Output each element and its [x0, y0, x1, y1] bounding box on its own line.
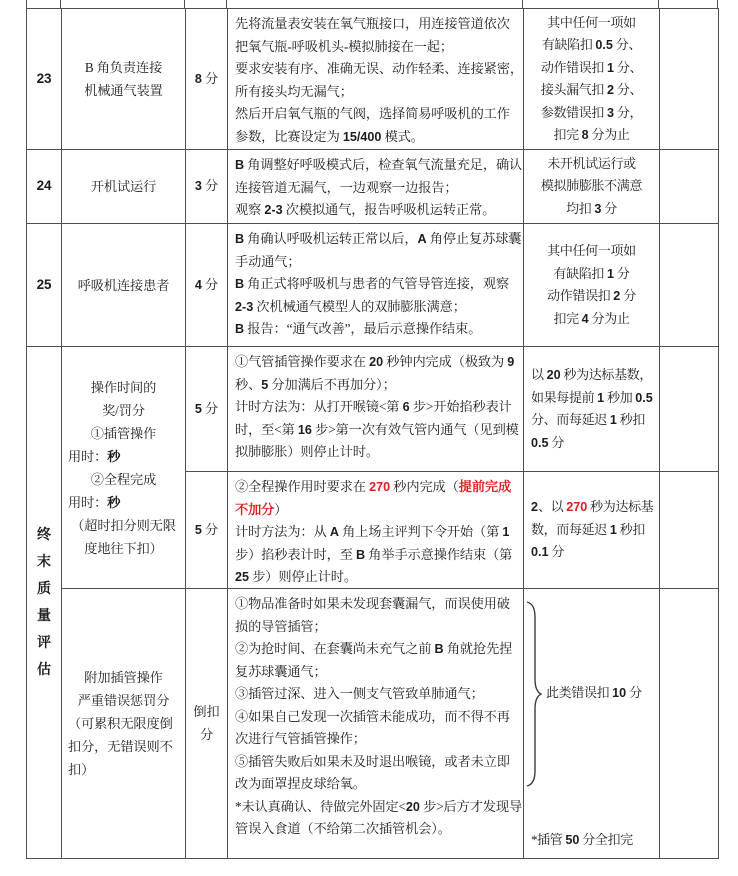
section-label-cell: 终 末 质 量 评 估 [27, 346, 61, 858]
total-time-criteria-cell: ②全程操作用时要求在 270 秒内完成（提前完成 不加分） 计时方法为：从 A 角上场主评判下令开始（第 1 步）掐秒表计时，至 B 角举手示意操作结束（第 25 步）则停止计时。 [227, 471, 523, 588]
row-25-points-cell: 4 分 [185, 223, 227, 346]
row-23-deduction-cell: 其中任何一项如 有缺陷扣 0.5 分、 动作错误扣 1 分、 接头漏气扣 2 分、 参数错误扣 3 分， 扣完 8 分为止 [523, 9, 659, 149]
penalty-deduction-cell [523, 588, 659, 858]
row-23-task-cell: B 角负责连接 机械通气装置 [61, 9, 185, 149]
intubation-time-criteria-cell: ①气管插管操作要求在 20 秒钟内完成（极致为 9 秒、5 分加满后不再加分）； 计时方法为：从打开喉镜<第 6 步>开始掐秒表计 时，至<第 16 步>第一次有效气管内通气（见到模 拟肺膨胀）则停止计时。 [227, 346, 523, 471]
row-25-criteria-cell: B 角确认呼吸机运转正常以后，A 角停止复苏球囊 手动通气； B 角正式将呼吸机与患者的气管导管连接，观察 2-3 次机械通气模型人的双肺膨胀满意； B 报告：“通气改善”，最后示意操作结束。 [227, 223, 523, 346]
total-time-points-cell: 5 分 [185, 471, 227, 588]
row-24-points-cell: 3 分 [185, 149, 227, 223]
penalty-score-cell [659, 588, 718, 858]
total-time-deduction-cell: 2、以 270 秒为达标基 数，而每延迟 1 秒扣 0.1 分 [523, 471, 659, 588]
row-23-points-cell: 8 分 [185, 9, 227, 149]
row-24-deduction-cell: 未开机试运行或 模拟肺膨胀不满意 均扣 3 分 [523, 149, 659, 223]
row-23-criteria-cell: 先将流量表安装在氧气瓶接口，用连接管道依次 把氧气瓶-呼吸机头-模拟肺接在一起； 要求安装有序、准确无误、动作轻柔、连接紧密， 所有接头均无漏气； 然后开启氧气瓶的气阀，选择简易呼吸机的工作 参数，比赛设定为 15/400 模式。 [227, 9, 523, 149]
penalty-points-cell: 倒扣 分 [185, 588, 227, 858]
penalty-task-cell: 附加插管操作 严重错误惩罚分 （可累积无限度倒 扣分，无错误则不 扣） [61, 588, 185, 858]
row-24-score-cell [659, 149, 718, 223]
row-25-task-cell: 呼吸机连接患者 [61, 223, 185, 346]
curly-brace-icon [524, 599, 544, 789]
row-25-number-cell: 25 [27, 223, 61, 346]
score-table [26, 8, 719, 859]
intubation-time-points-cell: 5 分 [185, 346, 227, 471]
penalty-deduction-text: 此类错误扣 10 分 [546, 685, 642, 700]
intubation-time-deduction-cell: 以 20 秒为达标基数， 如果每提前 1 秒加 0.5 分、而每延迟 1 秒扣 0.5 分 [523, 346, 659, 471]
time-bonus-task-cell: 操作时间的 奖/罚分 ①插管操作 用时：秒 ②全程完成 用时：秒 （超时扣分则无限 度地往下扣） [61, 346, 185, 588]
total-time-score-cell [659, 471, 718, 588]
row-23-number-cell: 23 [36, 70, 52, 86]
row-23-score-cell [659, 9, 718, 149]
penalty-deduction-footnote: *插管 50 分全扣完 [531, 831, 633, 847]
penalty-criteria-cell: ①物品准备时如果未发现套囊漏气，而误使用破 损的导管插管； ②为抢时间、在套囊尚未充气之前 B 角就抢先捏 复苏球囊通气； ③插管过深、进入一侧支气管致单肺通气； ④如果自己发现一次插管未能成功，而不得不再 次进行气管插管操作； ⑤插管失败后如果未及时退出喉镜，或者未立即 改为面罩捏皮球给氧。 *未认真确认、待做完外固定<20 步>后方才发现导 管误入食道（不给第二次插管机会）。 [227, 588, 523, 858]
row-24-task-cell: 开机试运行 [61, 149, 185, 223]
row-24-number-cell: 24 [27, 149, 61, 223]
row-25-deduction-cell: 其中任何一项如 有缺陷扣 1 分 动作错误扣 2 分 扣完 4 分为止 [523, 223, 659, 346]
intubation-time-score-cell [659, 346, 718, 471]
row-25-score-cell [659, 223, 718, 346]
row-24-criteria-cell: B 角调整好呼吸模式后，检查氧气流量充足，确认 连接管道无漏气，一边观察一边报告； 观察 2-3 次模拟通气，报告呼吸机运转正常。 [227, 149, 523, 223]
